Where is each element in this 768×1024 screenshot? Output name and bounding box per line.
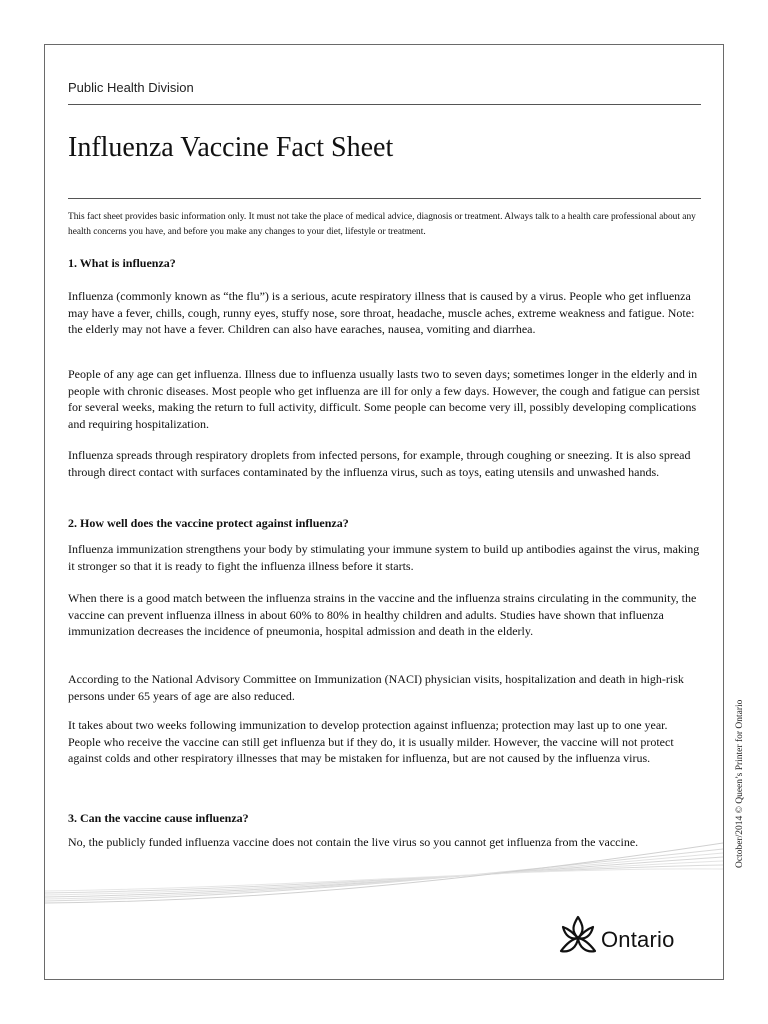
section-3 xyxy=(68,810,703,826)
section-heading: 2. How well does the vaccine protect against influenza? xyxy=(68,516,349,530)
paragraph: According to the National Advisory Committee on Immunization (NACI) physician visits, hospitalization and death in high-risk persons under 65 years of age are also reduced. xyxy=(68,672,684,703)
decorative-swoosh xyxy=(45,835,723,905)
section-2 xyxy=(68,515,703,531)
section-1 xyxy=(68,255,703,271)
page-title: Influenza Vaccine Fact Sheet xyxy=(68,132,394,163)
paragraph: People of any age can get influenza. Illness due to influenza usually lasts two to seven days; sometimes longer in the elderly and in people with chronic diseases. Most people who get influenza are ill for only a few days. However, the cough and fatigue can persist for several weeks, making the return to full activity, difficult. Some people can become very ill, possibly developing complications and requiring hospitalization. xyxy=(68,367,700,431)
disclaimer-text: This fact sheet provides basic information only. It must not take the place of medical advice, diagnosis or treatment. Always talk to a health care professional about any health concerns you have, and before you make any changes to your diet, lifestyle or treatment. xyxy=(68,212,696,237)
section-heading: 3. Can the vaccine cause influenza? xyxy=(68,811,249,825)
paragraph: It takes about two weeks following immunization to develop protection against influenza; protection may last up to one year. People who receive the vaccine can still get influenza but if they do, it is usually milder. However, the vaccine will not protect against colds and other respiratory illnesses that may be mistaken for influenza, but are not caused by the influenza virus. xyxy=(68,718,674,765)
fact-sheet-page xyxy=(44,44,724,980)
trillium-icon xyxy=(557,913,599,959)
section-heading: 1. What is influenza? xyxy=(68,256,176,270)
paragraph: Influenza (commonly known as “the flu”) is a serious, acute respiratory illness that is caused by a virus. People who get influenza may have a fever, chills, cough, runny eyes, stuffy nose, sore throat, headache, muscle aches, extreme weakness and fatigue. Note: the elderly may not have a fever. Children can also have earaches, nausea, vomiting and diarrhea. xyxy=(68,289,695,336)
division-label: Public Health Division xyxy=(68,80,194,95)
paragraph: When there is a good match between the influenza strains in the vaccine and the influenza strains circulating in the community, the vaccine can prevent influenza illness in about 60% to 80% in healthy children and adults. Studies have shown that influenza immunization decreases the incidence of pneumonia, hospital admission and death in the elderly. xyxy=(68,591,697,638)
paragraph: Influenza immunization strengthens your body by stimulating your immune system to build up antibodies against the virus, making it stronger so that it is ready to fight the influenza illness before it starts. xyxy=(68,542,700,573)
paragraph: No, the publicly funded influenza vaccine does not contain the live virus so you cannot get influenza from the vaccine. xyxy=(68,835,639,849)
title-divider xyxy=(68,198,701,199)
header-divider xyxy=(68,104,701,105)
ontario-logo xyxy=(557,913,697,969)
paragraph: Influenza spreads through respiratory droplets from infected persons, for example, through coughing or sneezing. It is also spread through direct contact with surfaces contaminated by the influenza virus, such as toys, eating utensils and unwashed hands. xyxy=(68,448,691,479)
ontario-wordmark: Ontario xyxy=(601,927,675,952)
copyright-side-note: October/2014 © Queen’s Printer for Ontario xyxy=(735,699,745,868)
